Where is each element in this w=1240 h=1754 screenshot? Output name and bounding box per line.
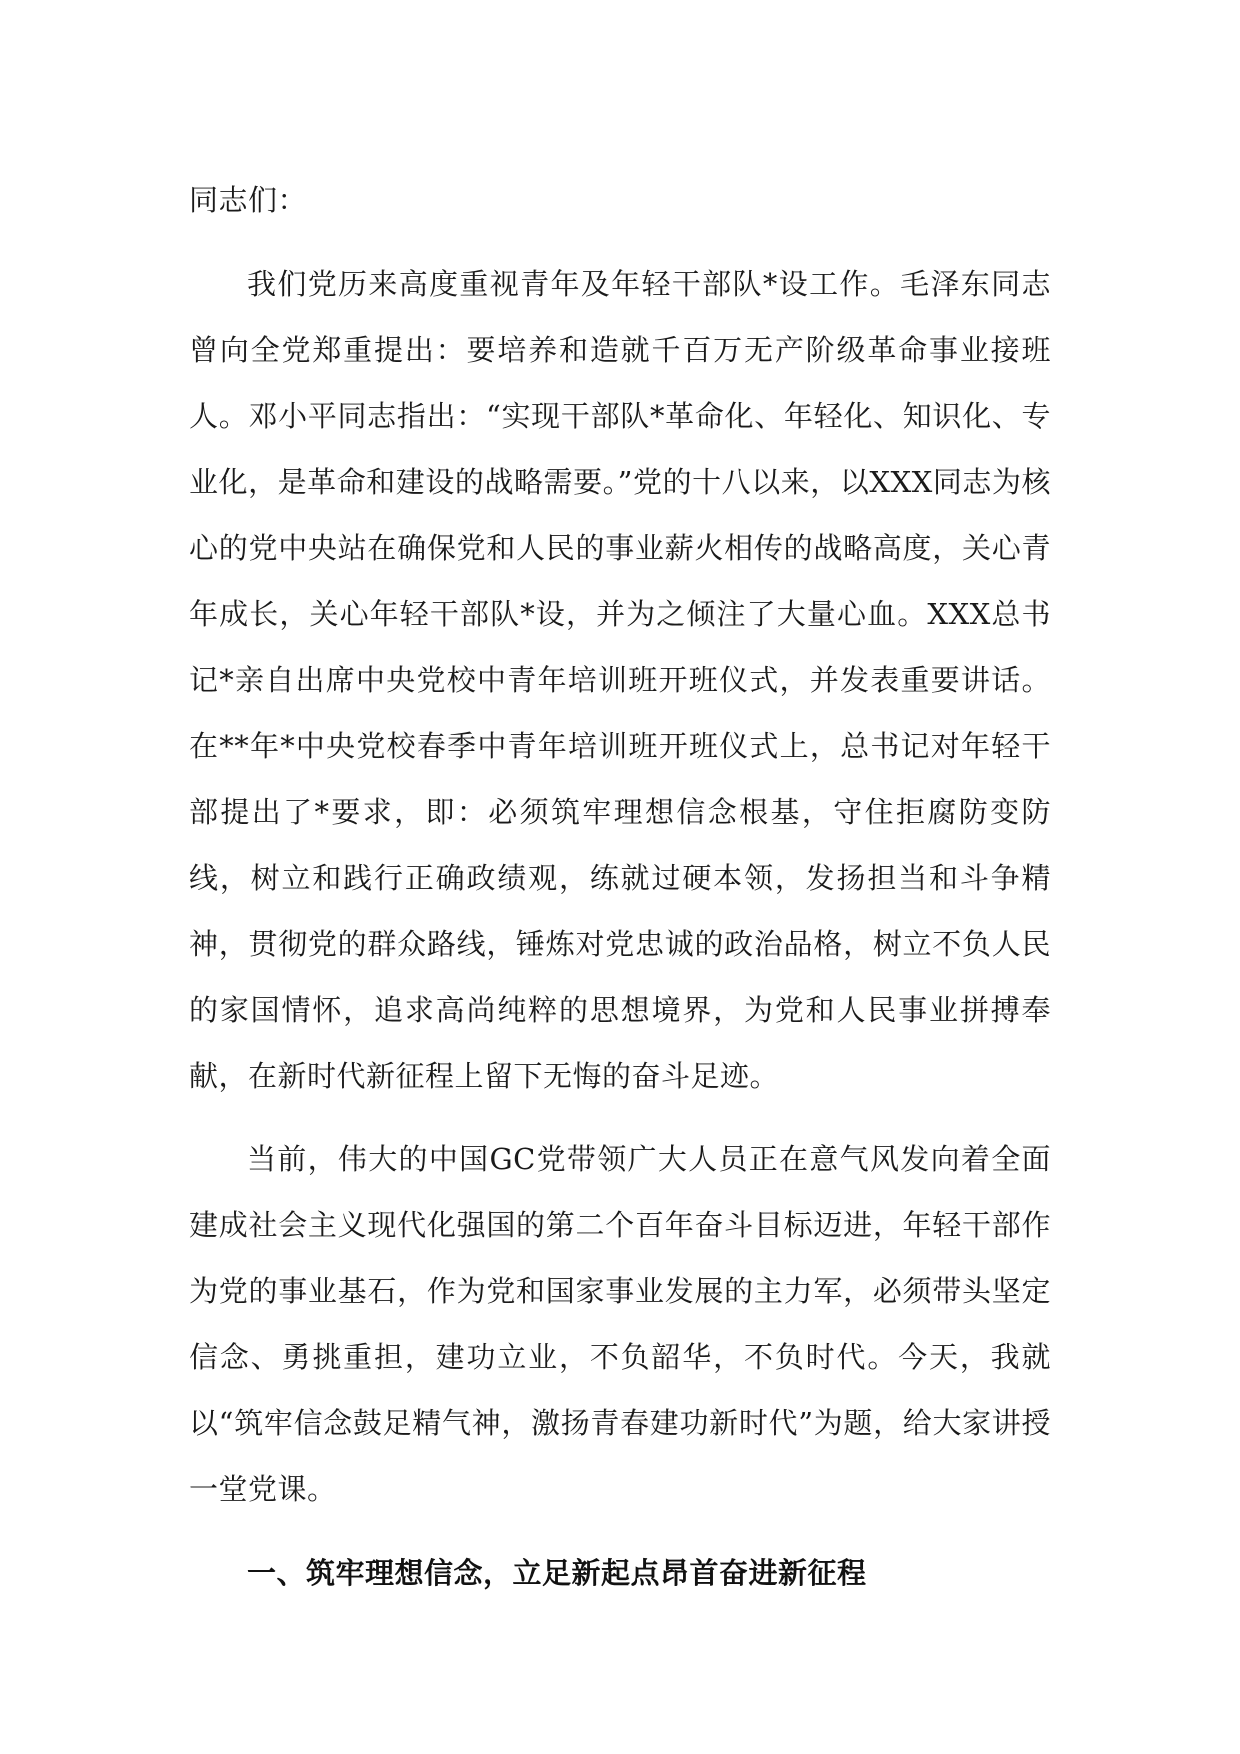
document-body [189, 167, 1051, 1606]
paragraph-1: 我们党历来高度重视青年及年轻干部队*设工作。毛泽东同志曾向全党郑重提出：要培养和造就千百万无产阶级革命事业接班人。邓小平同志指出：“实现干部队*革命化、年轻化、知识化、专业化，是革命和建设的战略需要。”党的十八以来，以XXX同志为核心的党中央站在确保党和人民的事业薪火相传的战略高度，关心青年成长，关心年轻干部队*设，并为之倾注了大量心血。XXX总书记*亲自出席中央党校中青年培训班开班仪式，并发表重要讲话。在**年*中央党校春季中青年培训班开班仪式上，总书记对年轻干部提出了*要求，即：必须筑牢理想信念根基，守住拒腐防变防线，树立和践行正确政绩观，练就过硬本领，发扬担当和斗争精神，贯彻党的群众路线，锤炼对党忠诚的政治品格，树立不负人民的家国情怀，追求高尚纯粹的思想境界，为党和人民事业拼搏奉献，在新时代新征程上留下无悔的奋斗足迹。 [189, 267, 1051, 1093]
salutation: 同志们： [189, 183, 308, 217]
section-heading-1: 一、筑牢理想信念，立足新起点昂首奋进新征程 [247, 1556, 867, 1590]
paragraph-2: 当前，伟大的中国GC党带领广大人员正在意气风发向着全面建成社会主义现代化强国的第二个百年奋斗目标迈进，年轻干部作为党的事业基石，作为党和国家事业发展的主力军，必须带头坚定信念、勇挑重担，建功立业，不负韶华，不负时代。今天，我就以“筑牢信念鼓足精气神，激扬青春建功新时代”为题，给大家讲授一堂党课。 [189, 1142, 1051, 1506]
